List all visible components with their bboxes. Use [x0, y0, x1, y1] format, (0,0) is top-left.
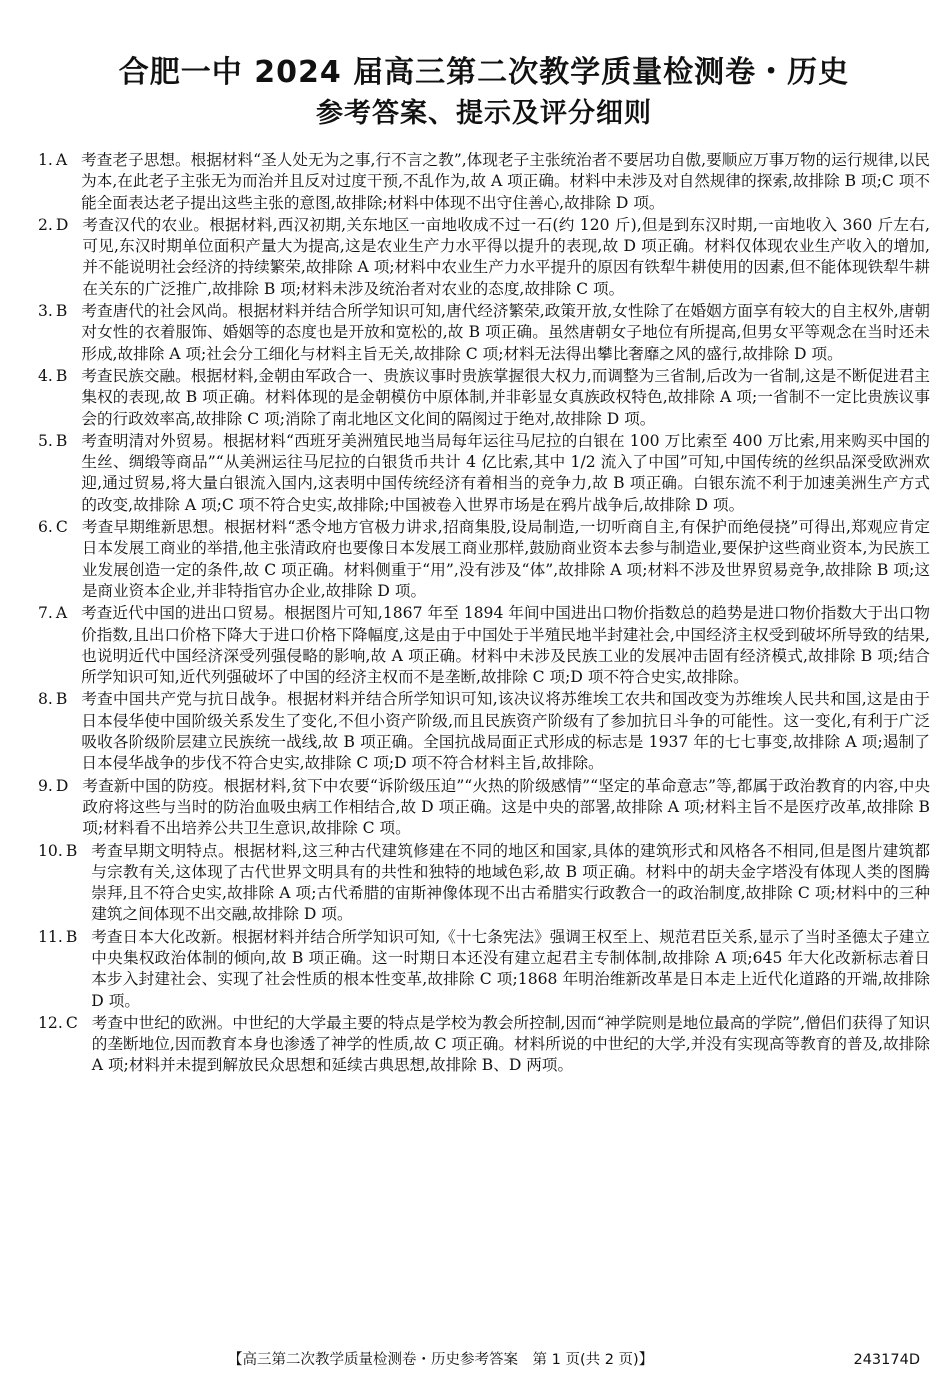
- page-subtitle: 参考答案、提示及评分细则: [316, 98, 652, 129]
- answer-letter: A: [55, 151, 68, 169]
- answer-explanation: 考查早期维新思想。根据材料“悉令地方官极力讲求,招商集股,设局制造,一切听商自主,有保护而绝侵挠”可得出,郑观应肯定日本发展工商业的举措,他主张清政府也要像日本发展工商业那样,鼓励商业资本去参与制造业,要保护这些商业资本,为民族工业发展创造一定的条件,故 C 项正确。材料侧重于“用”,没有涉及“体”,故排除 A 项;材料不涉及世界贸易竞争,故排除 B 项;这是商业资本企业,并非特指官办企业,故排除 D 项。: [81, 518, 930, 600]
- answer-number: 2.: [38, 215, 53, 234]
- answer-explanation: 考查民族交融。根据材料,金朝由军政合一、贵族议事时贵族掌握很大权力,而调整为三省制,后改为一省制,这是不断促进君主集权的表现,故 B 项正确。材料体现的是金朝模仿中原体制,并非彰显女真族政权特色,故排除 A 项;一省制不一定比贵族议事会的行政效率高,故排除 C 项;消除了南北地区文化间的隔阂过于绝对,故排除 D 项。: [81, 366, 930, 428]
- answer-item-5: [38, 431, 930, 516]
- answer-item-4: [38, 366, 930, 430]
- answer-letter: B: [55, 366, 68, 385]
- answer-item-7: [38, 603, 930, 688]
- answer-letter: C: [55, 518, 68, 537]
- answer-explanation: 考查新中国的防疫。根据材料,贫下中农要“诉阶级压迫”“火热的阶级感情”“坚定的革命意志”等,都属于政治教育的内容,中央政府将这些与当时的防治血吸虫病工作相结合,故 D 项正确。这是中央的部署,故排除 A 项;材料主旨不是医疗改革,故排除 B 项;材料看不出培养公共卫生意识,故排除 C 项。: [82, 776, 930, 838]
- answer-letter: B: [55, 302, 68, 321]
- answer-item-11: [38, 927, 930, 1012]
- footer-page-info: 【高三第二次教学质量检测卷・历史参考答案 第 1 页(共 2 页)】: [228, 1352, 654, 1368]
- answer-item-3: [38, 301, 930, 365]
- answer-item-1: [38, 150, 930, 214]
- answer-letter: B: [55, 431, 68, 450]
- answer-number: 3.: [38, 302, 53, 321]
- answer-number: 4.: [38, 366, 53, 385]
- page-title: 合肥一中 2024 届高三第二次教学质量检测卷・历史: [118, 55, 850, 90]
- answer-number: 9.: [38, 776, 53, 795]
- answer-item-8: [38, 689, 930, 774]
- answer-number: 11.: [38, 927, 63, 946]
- answer-number: 10.: [38, 841, 63, 860]
- answer-letter: C: [65, 1013, 78, 1032]
- answer-letter: D: [55, 776, 69, 795]
- answer-list: [38, 150, 930, 1077]
- answer-explanation: 考查日本大化改新。根据材料并结合所学知识可知,《十七条宪法》强调王权至上、规范君臣关系,显示了当时圣德太子建立中央集权政治体制的倾向,故 B 项正确。这一时期日本还没有建立起君主专制体制,故排除 A 项;645 年大化改新标志着日本步入封建社会、实现了社会性质的根本性变革,故排除 C 项;1868 年明治维新改革是日本走上近代化道路的开端,故排除 D 项。: [91, 927, 930, 1010]
- answer-number: 5.: [38, 431, 53, 450]
- answer-number: 7.: [38, 604, 53, 623]
- answer-explanation: 考查早期文明特点。根据材料,这三种古代建筑修建在不同的地区和国家,具体的建筑形式和风格各不相同,但是图片建筑都与宗教有关,这体现了古代世界文明具有的共性和独特的地域色彩,故 B 项正确。材料中的胡夫金字塔没有体现人类的图腾崇拜,且不符合史实,故排除 A 项;古代希腊的宙斯神像体现不出古希腊实行政教合一的政治制度,故排除 C 项;材料中的三种建筑之间体现不出交融,故排除 D 项。: [91, 841, 930, 924]
- footer-doc-code: 243174D: [853, 1352, 920, 1368]
- answer-item-2: [38, 215, 930, 300]
- answer-explanation: 考查中国共产党与抗日战争。根据材料并结合所学知识可知,该决议将苏维埃工农共和国改变为苏维埃人民共和国,这是由于日本侵华使中国阶级关系发生了变化,不但小资产阶级,而且民族资产阶级有了参加抗日斗争的可能性。这一变化,有利于广泛吸收各阶级阶层建立民族统一战线,故 B 项正确。全国抗战局面正式形成的标志是 1937 年的七七事变,故排除 A 项;遏制了日本侵华战争的步伐不符合史实,故排除 C 项;D 项不符合材料主旨,故排除。: [81, 690, 930, 773]
- answer-item-12: [38, 1013, 930, 1077]
- answer-letter: D: [55, 215, 69, 234]
- answer-item-10: [38, 841, 930, 926]
- answer-letter: B: [65, 841, 78, 860]
- answer-letter: B: [55, 690, 68, 709]
- answer-letter: B: [65, 927, 78, 946]
- answer-explanation: 考查中世纪的欧洲。中世纪的大学最主要的特点是学校为教会所控制,因而“神学院则是地位最高的学院”,僧侣们获得了知识的垄断地位,因而教育本身也渗透了神学的性质,故 C 项正确。材料所说的中世纪的大学,并没有实现高等教育的普及,故排除 A 项;材料并未提到解放民众思想和延续古典思想,故排除 B、D 两项。: [91, 1013, 930, 1075]
- answer-number: 8.: [38, 690, 53, 709]
- answer-explanation: 考查汉代的农业。根据材料,西汉初期,关东地区一亩地收成不过一石(约 120 斤),但是到东汉时期,一亩地收入 360 斤左右,可见,东汉时期单位面积产量大为提高,这是农业生产力水平得以提升的表现,故 D 项正确。材料仅体现农业生产收入的增加,并不能说明社会经济的持续繁荣,故排除 A 项;材料中农业生产力水平提升的原因有铁犁牛耕使用的因素,但不能体现铁犁牛耕在关东的广泛推广,故排除 B 项;材料未涉及统治者对农业的态度,故排除 C 项。: [82, 215, 930, 298]
- answer-explanation: 考查近代中国的进出口贸易。根据图片可知,1867 年至 1894 年间中国进出口物价指数总的趋势是进口物价指数大于出口物价指数,且出口价格下降大于进口价格下降幅度,这是由于中国处于半殖民地半封建社会,中国经济主权受到破坏所导致的结果,也说明近代中国经济深受列强侵略的影响,故 A 项正确。材料中未涉及民族工业的发展冲击固有经济模式,故排除 B 项;结合所学知识可知,近代列强破坏了中国的经济主权而不是垄断,故排除 C 项;D 项不符合史实,故排除。: [81, 604, 930, 687]
- answer-number: 1.: [38, 151, 53, 169]
- answer-explanation: 考查老子思想。根据材料“圣人处无为之事,行不言之教”,体现老子主张统治者不要居功自傲,要顺应万事万物的运行规律,以民为本,在此老子主张无为而治并且反对过度干预,不乱作为,故 A 项正确。材料中未涉及对自然规律的探索,故排除 B 项;C 项不能全面表达老子提出这些主张的意图,故排除;材料中体现不出守住善心,故排除 D 项。: [81, 151, 930, 212]
- answer-item-9: [38, 776, 930, 840]
- answer-item-6: [38, 517, 930, 602]
- answer-letter: A: [55, 604, 68, 623]
- answer-number: 6.: [38, 518, 53, 537]
- answer-number: 12.: [38, 1013, 63, 1032]
- answer-explanation: 考查明清对外贸易。根据材料“西班牙美洲殖民地当局每年运往马尼拉的白银在 100 万比索至 400 万比索,用来购买中国的生丝、绸缎等商品”“从美洲运往马尼拉的白银货币共计 4 亿比索,其中 1/2 流入了中国”可知,中国传统的丝织品深受欧洲欢迎,通过贸易,将大量白银流入国内,这表明中国传统经济有着相当的竞争力,故 B 项正确。白银东流不利于加速美洲生产方式的改变,故排除 A 项;C 项不符合史实,故排除;中国被卷入世界市场是在鸦片战争后,故排除 D 项。: [81, 431, 930, 514]
- answer-explanation: 考查唐代的社会风尚。根据材料并结合所学知识可知,唐代经济繁荣,政策开放,女性除了在婚姻方面享有较大的自主权外,唐朝对女性的衣着服饰、婚姻等的态度也是开放和宽松的,故 B 项正确。虽然唐朝女子地位有所提高,但男女平等观念在当时还未形成,故排除 A 项;社会分工细化与材料主旨无关,故排除 C 项;材料无法得出攀比奢靡之风的盛行,故排除 D 项。: [81, 302, 930, 363]
